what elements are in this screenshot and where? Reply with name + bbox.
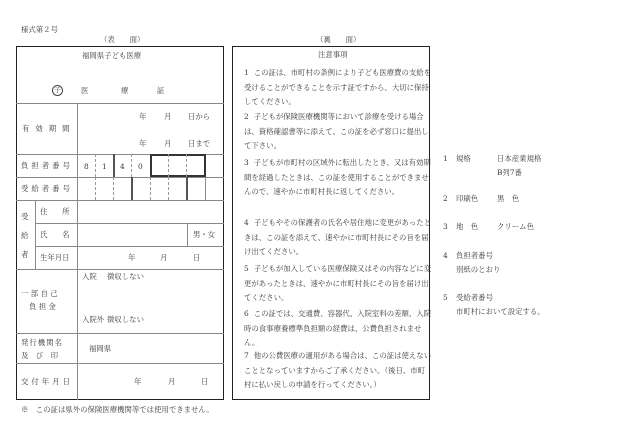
note-3: 3 子どもが市町村の区域外に転出したとき、又は有効期間を経過したときは、この証を使用することができませんので、速やかに市町村長に返してください。 [244,158,431,197]
card-badge [52,85,63,96]
spec-2-value: 黒 色 [497,194,520,203]
spec-5-label: 受給者番号 [456,293,493,302]
spec-3-value: クリーム色 [497,222,534,231]
recipient-group-label-1: 受 [21,212,29,221]
copay-outpatient-label: 入院外 [82,315,105,324]
validity-from-day: 日から [188,112,211,121]
spec-4-value: 別紙のとおり [456,265,501,274]
copay-outpatient-value: 徴収しない [107,315,144,324]
front-footnote: ※ この証は県外の保険医療機関等では使用できません。 [21,405,214,414]
recipient-group-label-2: 給 [21,231,29,240]
recipient-group-label-3: 者 [21,250,29,259]
payer-digit-1: 8 [84,162,89,171]
birthdate-month: 月 [160,253,168,262]
birthdate-label: 生年月日 [40,253,70,262]
payer-digit-4: 0 [138,162,143,171]
spec-2-index: 2 [443,194,448,203]
sex-field: 男・女 [193,230,216,239]
validity-to-day: 日まで [188,139,211,148]
recipient-number-label: 受給者番号 [21,184,73,193]
payer-number-label: 負担者番号 [21,161,73,170]
back-header-title: 注意事項 [318,50,348,59]
spec-2-label: 印刷色 [456,194,479,203]
note-5: 5 子どもが加入している医療保険又はその内容などに変更があったときは、速やかに市町村長にその旨を届け出てください。 [244,264,432,303]
issuer-label-line2: 及 び 印 [21,351,58,360]
payer-digit-2: 1 [102,162,107,171]
note-4: 4 子どもやその保護者の氏名や居住地に変更があったときは、この証を添えて、速やかに市町村長にその旨を届け出てください。 [244,218,432,257]
birthdate-year: 年 [128,253,136,262]
copay-inpatient-label: 入院 [82,272,97,281]
spec-1-index: 1 [443,154,448,163]
issue-date-label: 交付年月日 [21,377,73,386]
back-side-label: （裏 面） [316,35,361,44]
note-7: 7 他の公費医療の適用がある場合は、この証は使えないこととなっていますからご了承ください。（後日、市町村に払い戻しの申請を行ってください。） [244,351,432,390]
spec-4-label: 負担者番号 [456,251,493,260]
validity-label: 有効期間 [22,124,76,133]
note-6: 6 この証では、交通費、容器代、入院室料の差額、入院時の食事療養標準負担額の経費は、公費負担されません。 [244,309,432,348]
copay-inpatient-value: 徴収しない [107,272,144,281]
issue-date-day: 日 [201,377,209,386]
payer-digit-3: 4 [120,162,125,171]
note-1: 1 この証は、市町村の条例により子ども医療費の支給を受けることができることを示す証ですから、大切に保持してください。 [244,68,432,107]
issuer-label-line1: 発行機関名 [21,338,63,347]
card-title-char-1: 医 [81,86,89,95]
validity-to-year: 年 [139,139,147,148]
birthdate-day: 日 [193,253,201,262]
validity-from-month: 月 [164,112,172,121]
name-label: 氏 名 [40,230,70,239]
spec-1-value: 日本産業規格 [497,154,542,163]
spec-3-label: 地 色 [456,222,479,231]
spec-4-index: 4 [443,251,448,260]
copay-label-line1: 一 部 自 己 [21,289,58,298]
child-circle-icon: 子 [52,85,63,96]
spec-1-value2: B列7番 [497,168,522,177]
spec-3-index: 3 [443,222,448,231]
issue-date-month: 月 [168,377,176,386]
card-title-char-3: 証 [157,86,165,95]
spec-5-value: 市町村において設定する。 [456,307,545,316]
spec-5-index: 5 [443,293,448,302]
address-label: 住 所 [40,207,70,216]
note-2: 2 子どもが保険医療機関等において診療を受ける場合は、資格確認書等に添えて、この証を必ず窓口に提出して下さい。 [244,112,429,151]
spec-1-label: 規格 [456,154,471,163]
issuer-value: 福岡県 [89,344,112,353]
card-title-char-2: 療 [121,86,129,95]
front-side-label: （表 面） [100,35,145,44]
issue-date-year: 年 [134,377,142,386]
copay-label-line2: 負 担 金 [29,302,56,311]
validity-to-month: 月 [164,139,172,148]
form-number: 様式第２号 [21,25,58,34]
front-header-title: 福岡県子ども医療 [82,51,142,60]
validity-from-year: 年 [139,112,147,121]
